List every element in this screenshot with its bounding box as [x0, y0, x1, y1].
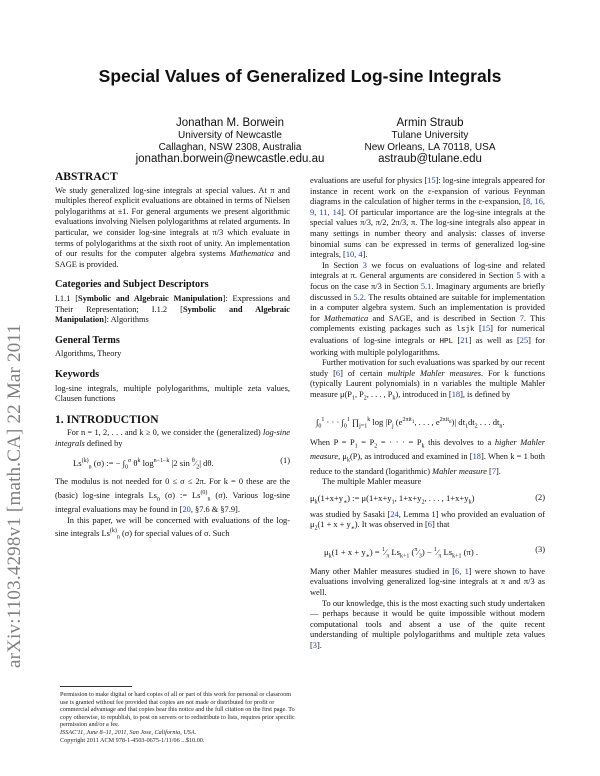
equation-3-number: (3)	[535, 544, 545, 554]
paper-title: Special Values of Generalized Log-sine Integrals	[98, 66, 502, 86]
equation-3-body: $\mu_k(1 + x + y_∗)$ = $^1⁄_\pi$ $Ls_{k+1}$ $(^\pi⁄_3)$ − $^1⁄_\pi$ $Ls_{k+1}$ (π) .	[324, 546, 478, 560]
copyright-footnote	[60, 691, 300, 744]
arxiv-stamp-text: arXiv:1103.4298v1 [math.CA] 22 Mar 2011	[4, 323, 25, 668]
author-name: Armin Straub	[396, 117, 464, 129]
intro-paragraph-3: In this paper, we will be concerned with evaluations of the log-sine integrals $Ls^{(k)}_n$ (σ) for special values of σ. Such	[55, 515, 290, 541]
right-paragraph-5: The multiple Mahler measure	[322, 477, 422, 487]
right-paragraph-2: In Section 3 we focus on evaluations of log-sine and related integrals at π. General arguments are considered in Section 5 with a focus on the case π/3 in Section 5.1. Imaginary arguments are briefly discussed in 5.2. The results obtained are suitable for implementation in a computer algebra system. Such an implementation is provided for Mathematica and SAGE, and is described in Section 7. This complements existing packages such as lsjk [15] for numerical evaluations of log-sine integrals or HPL [21] as well as [25] for working with multiple polylogarithms.	[310, 260, 545, 357]
author-address: Callaghan, NSW 2308, Australia	[158, 141, 302, 153]
mahler-integral-equation	[310, 404, 545, 438]
general-terms-heading: General Terms	[55, 334, 120, 346]
equation-2-body: $\mu_k(1+x+y_∗)$ := $\mu(1+x+y_1$, $1+x+y_2$, . . . , $1+x+y_k$)	[310, 492, 475, 506]
citation-link[interactable]: 21	[460, 335, 469, 345]
right-column	[310, 176, 545, 651]
general-terms-text: Algorithms, Theory	[55, 349, 122, 359]
section-link[interactable]: 5.1	[420, 281, 432, 291]
equation-2-number: (2)	[535, 492, 545, 502]
intro-paragraph-2: The modulus is not needed for 0 ≤ σ ≤ 2π. For k = 0 these are the (basic) log-sine integrals $Ls_n$ (σ) := $Ls^{(0)}_n$ (σ). Various log-sine integral evaluations may be found in [20, §7.6 & §7.9].	[55, 477, 291, 515]
citation-link[interactable]: 15	[427, 176, 436, 185]
venue-text: ISSAC'11, June 8–11, 2011, San Jose, California, USA.	[60, 728, 197, 736]
equation-1-body: $Ls^{(k)}_n$ (σ) := − $\int_0^\sigma$ $\theta^k$ $\log^{n-1-k} |2$ $\sin ^\theta⁄_2|$ dθ.	[73, 458, 214, 472]
intro-paragraph-1: For n = 1, 2, . . . and k ≥ 0, we consider the (generalized) log-sine integrals defined by	[55, 428, 290, 448]
author-affiliation: University of Newcastle	[178, 130, 282, 141]
citation-link[interactable]: 18	[472, 452, 481, 462]
intro-heading: 1. INTRODUCTION	[55, 413, 159, 426]
keywords-heading: Keywords	[55, 368, 100, 380]
author-address: New Orleans, LA 70118, USA	[364, 141, 496, 153]
keywords-text: log-sine integrals, multiple polylogarithms, multiple zeta values, Clausen functions	[55, 383, 290, 404]
author-email[interactable]: jonathan.borwein@newcastle.edu.au	[135, 153, 325, 165]
section-link[interactable]: 5.2	[353, 292, 364, 302]
citation-link[interactable]: 3	[312, 640, 317, 650]
citation-link[interactable]: 15	[481, 324, 491, 334]
citation-link[interactable]: 6	[427, 520, 432, 530]
categories-text: I.1.1 [Symbolic and Algebraic Manipulation]: Expressions and Their Representation; I.1.2 [Symbolic and Algebraic Manipulation]: Algorithms	[55, 293, 290, 325]
citation-link[interactable]: 8, 16, 9, 11, 14	[310, 197, 545, 217]
right-paragraph-8: To our knowledge, this is the most exacting such study undertaken — perhaps because it would be quite impossible without modern computational tools and absent a use of the quite recent understanding of multiple polylogarithms and multiple zeta values [3].	[310, 598, 545, 650]
right-paragraph-1: evaluations are useful for physics [15]: log-sine integrals appeared for instance in recent work on the ε-expansion of various Feynman diagrams in the calculation of higher terms in the ε-expansion, [8, 16, 9, 11, 14]. Of particular importance are the log-sine integrals at the special values π/3, π/2, 2π/3, π. The log-sine integrals also appear in many settings in number theory and analysis: classes of inverse binomial sums can be expressed in terms of generalized log-sine integrals, [10, 4].	[310, 176, 545, 260]
permission-text: Permission to make digital or hard copies of all or part of this work for personal or classroom use is granted without fee provided that copies are not made or distributed for profit or commercial advantage and that copies bear this notice and the full citation on the first page. To copy otherwise, to republish, to post on servers or to redistribute to lists, requires prior specific permission and/or a fee.	[60, 691, 295, 729]
mahler-integral-body: $\int_0^1$ · · · $\int_0^1$ $\prod_{j=1}^k$ $\log |P_j$ ($e^{2\pi it_1}$, . . . , $e^{2\pi it_n})|$ $dt_1dt_2$ . . . $dt_n$.	[316, 417, 505, 430]
abstract-heading: ABSTRACT	[55, 171, 118, 183]
abstract-text: We study generalized log-sine integrals at special values. At π and multiples thereof explicit evaluations are obtained in terms of Nielsen polylogarithms at ±1. For general arguments we present algorithmic evaluations involving Nielsen polylogarithms at related arguments. In particular, we consider log-sine integrals at π/3 which evaluate in terms of polylogarithms at the sixth root of unity. An implementation of our results for the computer algebra systems Mathematica and SAGE is provided.	[55, 185, 291, 269]
equation-1	[55, 449, 290, 477]
citation-link[interactable]: 6	[335, 368, 341, 378]
author-block-2	[300, 117, 560, 166]
author-email[interactable]: astraub@tulane.edu	[378, 153, 482, 165]
author-name: Jonathan M. Borwein	[175, 117, 285, 129]
citation-link[interactable]: 25	[519, 335, 529, 345]
equation-3	[310, 535, 545, 567]
left-column	[55, 172, 290, 543]
right-paragraph-6: was studied by Sasaki [24, Lemma 1] who provided an evaluation of $\mu_2(1 + x + y_∗)$. It was observed in [6] that	[310, 509, 545, 533]
right-paragraph-7: Many other Mahler measures studied in [6, 1] were shown to have evaluations involving generalized log-sine integrals at π and π/3 as well.	[310, 566, 545, 597]
right-paragraph-4: When $P = P_1 = P_2$ = · · · = $P_k$ this devolves to a higher Mahler measure, $\mu_k(P)$, as introduced and examined in [18]. When k = 1 both reduce to the standard (logarithmic) Mahler measure [7].	[310, 438, 545, 476]
right-paragraph-3: Further motivation for such evaluations was sparked by our recent study [6] of certain multiple Mahler measures. For k functions (typically Laurent polynomials) in n variables the multiple Mahler measure $\mu(P_1$, $P_2$, . . . , $P_k$), introduced in [18], is defined by	[310, 358, 545, 402]
section-link[interactable]: 7	[519, 313, 524, 323]
citation-link[interactable]: 10, 4	[345, 250, 363, 260]
citation-link[interactable]: 20	[182, 505, 191, 515]
categories-heading: Categories and Subject Descriptors	[55, 279, 209, 291]
section-link[interactable]: 3	[362, 260, 367, 270]
section-link[interactable]: 5	[516, 271, 521, 281]
equation-1-number: (1)	[280, 456, 290, 466]
copyright-text: Copyright 2011 ACM 978-1-4503-0675-1/11/06 ...$10.00.	[60, 736, 205, 744]
equation-2	[310, 488, 545, 510]
footnote-rule	[60, 686, 132, 687]
citation-link[interactable]: 18	[451, 389, 461, 399]
citation-link[interactable]: 6, 1	[455, 566, 469, 576]
arxiv-stamp	[4, 168, 26, 668]
citation-link[interactable]: 24	[390, 509, 399, 519]
author-affiliation: Tulane University	[391, 130, 469, 141]
citation-link[interactable]: 7	[491, 466, 496, 476]
